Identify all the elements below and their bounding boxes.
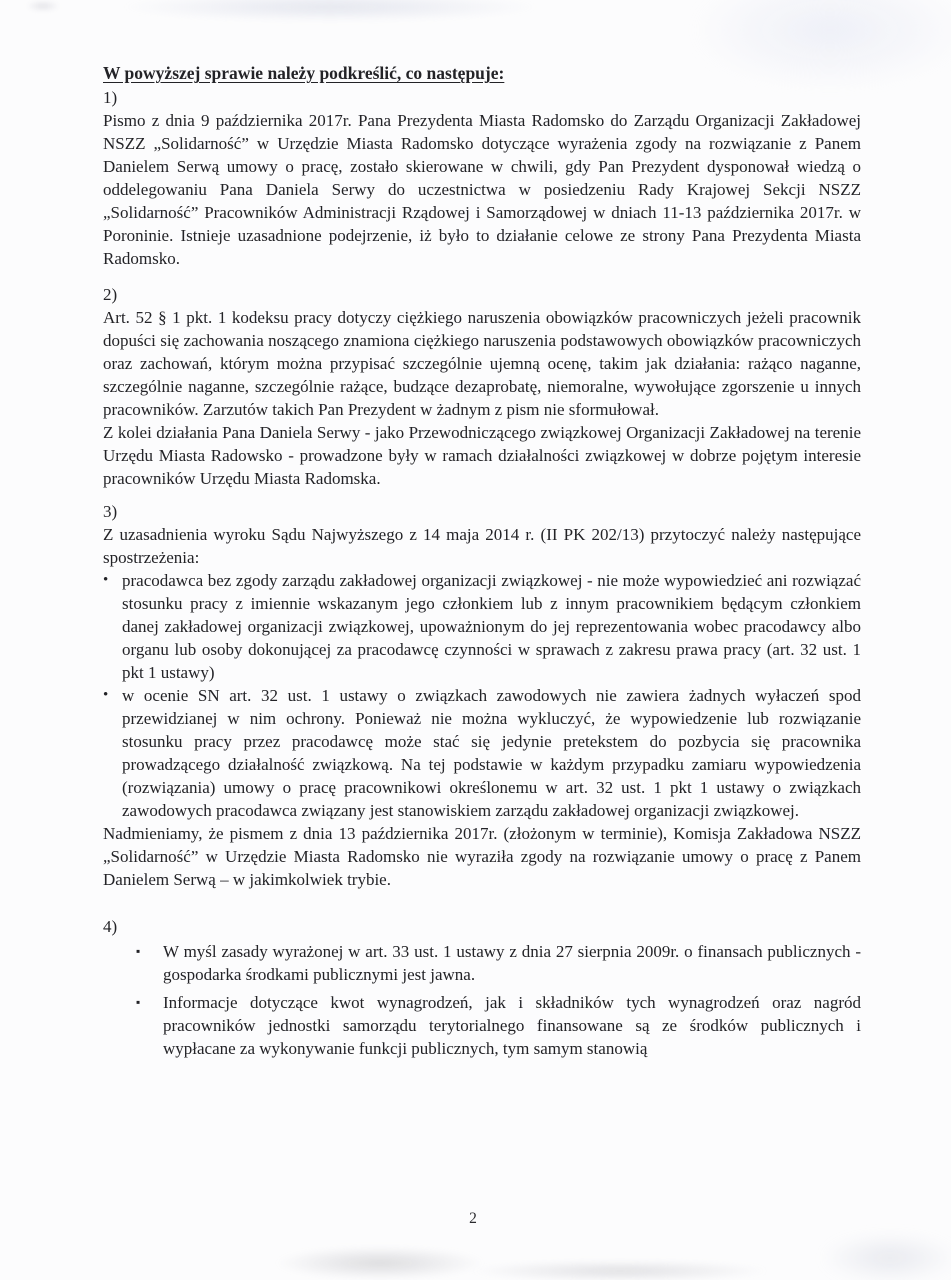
section-3-intro: Z uzasadnienia wyroku Sądu Najwyższego z 14 maja 2014 r. (II PK 202/13) przytoczyć należy następujące spostrzeżenia: <box>103 525 861 567</box>
list-item <box>103 684 861 822</box>
section-1-label: 1) <box>103 88 118 107</box>
section-4-label: 4) <box>103 917 118 936</box>
scan-smudge-top <box>120 0 540 22</box>
page-number: 2 <box>469 1210 477 1227</box>
section-4-bullet-list <box>136 940 861 1060</box>
bullet-icon: • <box>103 687 109 703</box>
list-item <box>136 940 861 986</box>
list-item <box>136 991 861 1060</box>
square-bullet-icon: ▪ <box>136 995 141 1009</box>
document-body <box>103 62 861 1060</box>
square-bullet-icon: ▪ <box>136 944 141 958</box>
scan-smudge-bottom-left <box>275 1246 485 1280</box>
section-4-bullet-1-text: W myśl zasady wyrażonej w art. 33 ust. 1 ustawy z dnia 27 sierpnia 2009r. o finansach publicznych - gospodarka środkami publicznymi jest jawna. <box>163 942 861 984</box>
section-2-paragraph-1: Art. 52 § 1 pkt. 1 kodeksu pracy dotyczy ciężkiego naruszenia obowiązków pracowniczych jeżeli pracownik dopuści się zachowania noszącego znamiona ciężkiego naruszenia podstawowych obowiązków pracowniczych oraz zachowań, którym można przypisać szczególnie ujemną ocenę, takim jak działania: rażąco naganne, szczególnie naganne, szczególnie rażące, budzące dezaprobatę, niemoralne, wywołujące zgorszenie u innych pracowników. Zarzutów takich Pan Prezydent w żadnym z pism nie sformułował. <box>103 308 861 419</box>
scan-smudge-bottom-right <box>820 1232 951 1280</box>
section-2-paragraph-2: Z kolei działania Pana Daniela Serwy - jako Przewodniczącego związkowej Organizacji Zakładowej na terenie Urzędu Miasta Radowsko - prowadzone były w ramach działalności związkowej w dobrze pojętym interesie pracowników Urzędu Miasta Radomska. <box>103 423 861 488</box>
section-3-bullet-list <box>103 569 861 822</box>
section-4 <box>103 915 861 1060</box>
bullet-icon: • <box>103 572 109 588</box>
section-4-bullet-2-text: Informacje dotyczące kwot wynagrodzeń, jak i składników tych wynagrodzeń oraz nagród pracowników jednostki samorządu terytorialnego finansowane są ze środków publicznych i wypłacane za wykonywanie funkcji publicznych, tym samym stanowią <box>163 993 861 1058</box>
document-heading: W powyższej sprawie należy podkreślić, co następuje: <box>103 63 505 83</box>
scan-smudge-bottom-center <box>470 1260 770 1280</box>
section-3-bullet-1-text: pracodawca bez zgody zarządu zakładowej organizacji związkowej - nie może wypowiedzieć ani rozwiązać stosunku pracy z imiennie wskazanym jego członkiem lub z innym pracownikiem będącym członkiem danej zakładowej organizacji związkowej, upoważnionym do jej reprezentowania wobec pracodawcy albo organu lub osoby dokonującej za pracodawcę czynności w sprawach z zakresu prawa pracy (art. 32 ust. 1 pkt 1 ustawy) <box>122 571 861 682</box>
section-1-paragraph: Pismo z dnia 9 października 2017r. Pana Prezydenta Miasta Radomsko do Zarządu Organizacji Zakładowej NSZZ „Solidarność” w Urzędzie Miasta Radomsko dotyczące wyrażenia zgody na rozwiązanie z Panem Danielem Serwą umowy o pracę, zostało skierowane w chwili, gdy Pan Prezydent dysponował wiedzą o oddelegowaniu Pana Daniela Serwy do uczestnictwa w posiedzeniu Rady Krajowej Sekcji NSZZ „Solidarność” Pracowników Administracji Rządowej i Samorządowej w dniach 11-13 października 2017r. w Poroninie. Istnieje uzasadnione podejrzenie, iż było to działanie celowe ze strony Pana Prezydenta Miasta Radomsko. <box>103 111 861 268</box>
scan-smudge-top-left <box>26 0 60 12</box>
closing-note-paragraph: Nadmieniamy, że pismem z dnia 13 października 2017r. (złożonym w terminie), Komisja Zakładowa NSZZ „Solidarność” w Urzędzie Miasta Radomsko nie wyraziła zgody na rozwiązanie umowy o pracę z Panem Danielem Serwą – w jakimkolwiek trybie. <box>103 824 861 889</box>
section-3 <box>103 500 861 822</box>
section-3-bullet-2-text: w ocenie SN art. 32 ust. 1 ustawy o związkach zawodowych nie zawiera żadnych wyłaczeń spod przewidzianej w nim ochrony. Ponieważ nie można wykluczyć, że wypowiedzenie lub rozwiązanie stosunku pracy przez pracodawcę może stać się jedynie pretekstem do pozbycia się pracownika prowadzącego działalność związkową. Na tej podstawie w każdym przypadku zamiaru wypowiedzenia (rozwiązania) umowy o pracę pracownikowi określonemu w art. 32 ust. 1 pkt 1 ustawy o związkach zawodowych pracodawca związany jest stanowiskiem zarządu zakładowej organizacji związkowej. <box>122 686 861 820</box>
section-3-label: 3) <box>103 502 118 521</box>
section-1 <box>103 86 861 270</box>
list-item <box>103 569 861 684</box>
section-2-label: 2) <box>103 285 118 304</box>
section-2 <box>103 283 861 490</box>
